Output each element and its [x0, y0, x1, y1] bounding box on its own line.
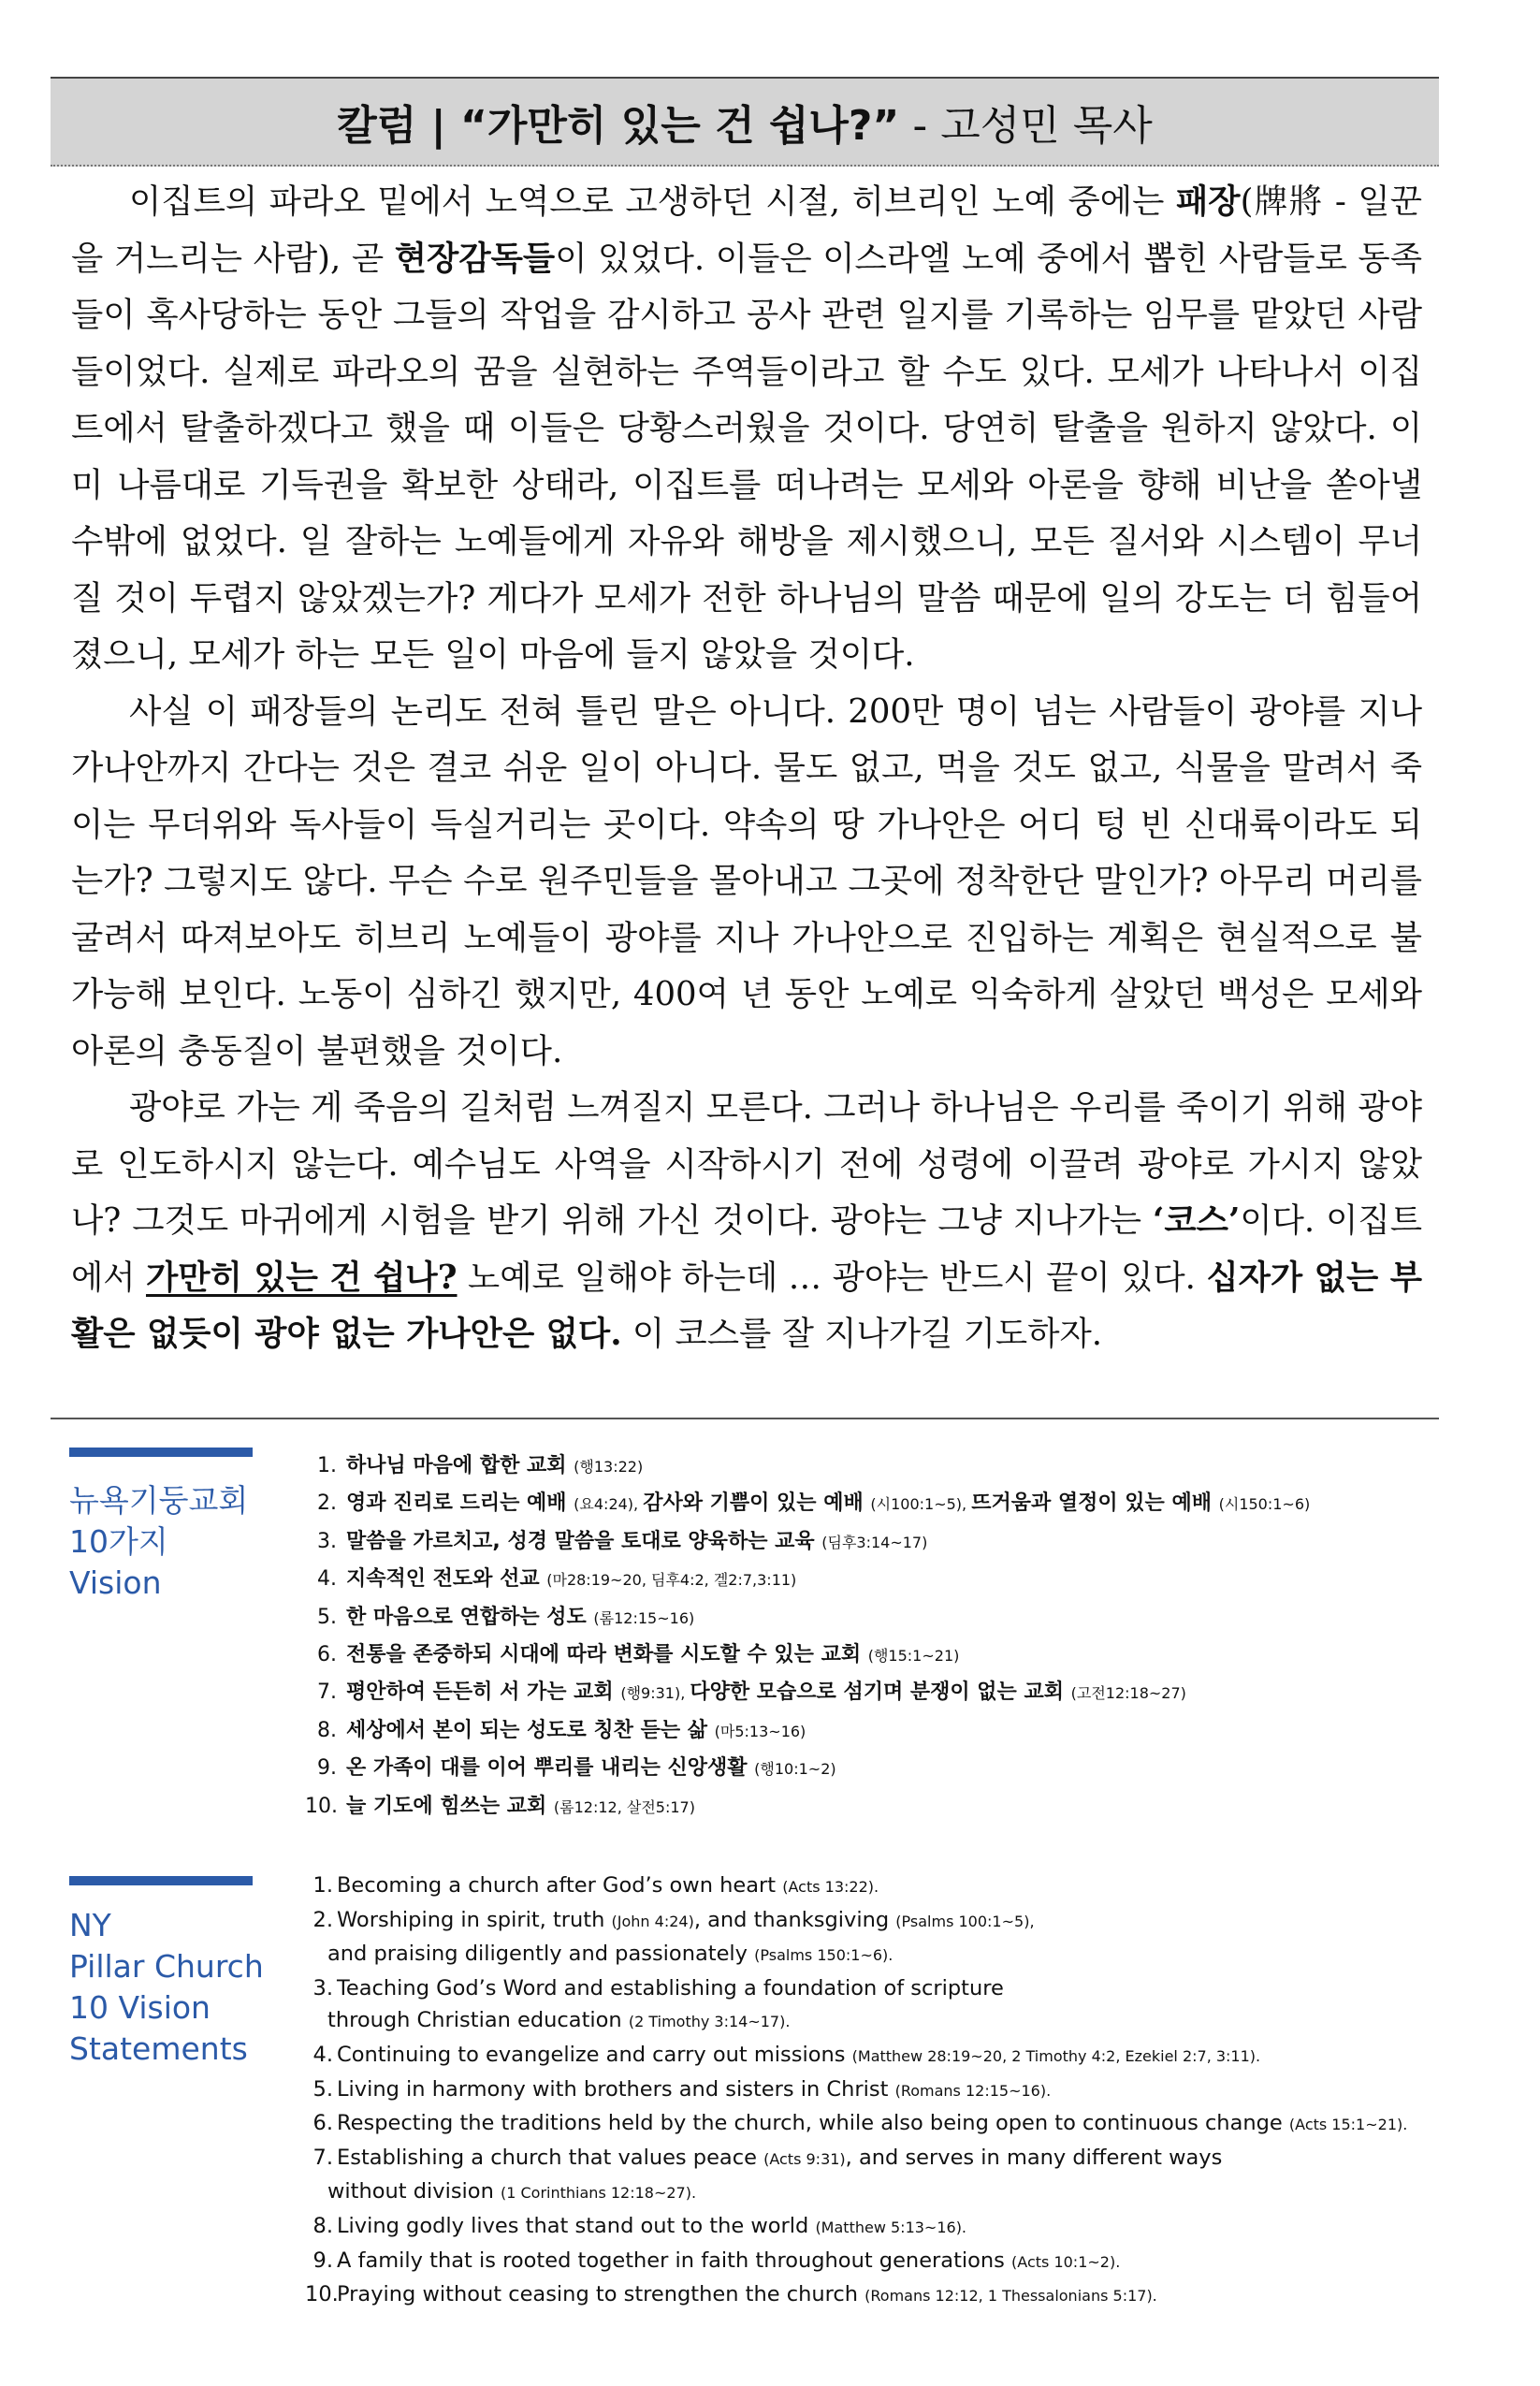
text: 이다. 이집트에서: [71, 1201, 1422, 1297]
vision-item: [305, 1599, 1310, 1637]
scripture-reference: (Matthew 5:13~16).: [815, 2218, 967, 2236]
item-continuation: [305, 1938, 1407, 1972]
item-number: 3.: [312, 1975, 333, 2000]
item-text: 전통을 존중하되 시대에 따라 변화를 시도할 수 있는 교회: [346, 1643, 868, 1667]
item-text: Establishing a church that values peace: [337, 2145, 764, 2170]
item-text: , and serves in many different ways: [845, 2145, 1223, 2170]
item-text: 늘 기도에 힘쓰는 교회: [346, 1794, 554, 1818]
vision-item: [305, 1750, 1310, 1787]
scripture-reference: (롬12:15~16): [593, 1608, 695, 1627]
scripture-reference: (고전12:18~27): [1070, 1684, 1186, 1703]
item-number: 1.: [317, 1454, 337, 1477]
item-number: 1.: [312, 1873, 333, 1898]
vision-ko-accent-bar: [69, 1448, 253, 1457]
bold-term: 패장: [1175, 182, 1241, 221]
vision-item: [305, 1561, 1310, 1598]
scripture-reference: (행9:31),: [620, 1684, 690, 1703]
item-text: Living in harmony with brothers and sisters in Christ: [337, 2076, 895, 2102]
item-continuation: [305, 2175, 1407, 2210]
item-number: 3.: [317, 1529, 337, 1553]
item-text: Becoming a church after God’s own heart: [337, 1873, 783, 1898]
item-text: Worshiping in spirit, truth: [337, 1907, 612, 1932]
vision-item: [305, 2142, 1407, 2210]
column-title: [337, 92, 1152, 152]
paragraph-1: [71, 174, 1422, 684]
vision-item: [305, 1904, 1407, 1972]
scripture-reference: (Psalms 150:1~6).: [754, 1946, 893, 1965]
item-text: Continuing to evangelize and carry out missions: [337, 2042, 852, 2067]
vision-item: [305, 1485, 1310, 1522]
text: 이 있었다. 이들은 이스라엘 노예 중에서 뽑힌 사람들로 동족들이 혹사당하는 동안 그들의 작업을 감시하고 공사 관련 일지를 기록하는 임무를 맡았던 사람들이었다. 실제로 파라오의 꿈을 실현하는 주역들이라고 할 수도 있다. 모세가 나타나서 이집트에서 탈출하겠다고 했을 때 이들은 당황스러웠을 것이다. 당연히 탈출을 원하지 않았다. 이미 나름대로 기득권을 확보한 상태라, 이집트를 떠나려는 모세와 아론을 향해 비난을 쏟아낼 수밖에 없었다. 일 잘하는 노예들에게 자유와 해방을 제시했으니, 모든 질서와 시스템이 무너질 것이 두렵지 않았겠는가? 게다가 모세가 전한 하나님의 말씀 때문에 일의 강도는 더 힘들어졌으니, 모세가 하는 모든 일이 마음에 들지 않았을 것이다.: [71, 239, 1423, 674]
item-number: 2.: [312, 1907, 333, 1932]
paragraph-3: [71, 1080, 1422, 1363]
item-text: 평안하여 든든히 서 가는 교회: [346, 1680, 621, 1705]
item-text: 다양한 모습으로 섬기며 분쟁이 없는 교회: [690, 1680, 1071, 1705]
vision-item: [305, 1712, 1310, 1750]
item-text: 감사와 기쁨이 있는 예배: [643, 1491, 871, 1516]
item-text: 세상에서 본이 되는 성도로 칭찬 듣는 삶: [346, 1718, 715, 1742]
column-title-main: “가만히 있는 건 쉽나?”: [460, 102, 900, 150]
bold-term: ‘코스’: [1153, 1201, 1241, 1240]
vision-item: [305, 2107, 1407, 2142]
scripture-reference: (롬12:12, 살전5:17): [553, 1797, 695, 1816]
vision-item: [305, 1523, 1310, 1561]
text: 이 코스를 잘 지나가길 기도하자.: [621, 1315, 1103, 1353]
item-text: Praying without ceasing to strengthen the church: [337, 2282, 865, 2307]
vision-item: [305, 1637, 1310, 1674]
bold-conclusion: 십자가 없는 부활은 없듯이 광야 없는 가나안은 없다.: [71, 1258, 1423, 1353]
item-text: Respecting the traditions held by the church, while also being open to continuous change: [337, 2111, 1289, 2136]
vision-item: [305, 1674, 1310, 1711]
item-number: 6.: [312, 2111, 333, 2136]
vision-item: [305, 1870, 1407, 1904]
scripture-reference: (Romans 12:12, 1 Thessalonians 5:17).: [864, 2287, 1157, 2306]
item-text: 한 마음으로 연합하는 성도: [346, 1605, 594, 1629]
item-text: Living godly lives that stand out to the world: [337, 2213, 816, 2238]
item-text: Teaching God’s Word and establishing a foundation of scripture: [337, 1975, 1004, 2000]
vision-ko-title: [69, 1480, 248, 1604]
paragraph-2: 사실 이 패장들의 논리도 전혀 틀린 말은 아니다. 200만 명이 넘는 사람들이 광야를 지나 가나안까지 간다는 것은 결코 쉬운 일이 아니다. 물도 없고, 먹을 것도 없고, 식물을 말려서 죽이는 무더위와 독사들이 득실거리는 곳이다. 약속의 땅 가나안은 어디 텅 빈 신대륙이라도 되는가? 그렇지도 않다. 무슨 수로 원주민들을 몰아내고 그곳에 정착한단 말인가? 아무리 머리를 굴려서 따져보아도 히브리 노예들이 광야를 지나 가나안으로 진입하는 계획은 현실적으로 불가능해 보인다. 노동이 심하긴 했지만, 400여 년 동안 노예로 익숙하게 살았던 백성은 모세와 아론의 충동질이 불편했을 것이다.: [71, 691, 1422, 1070]
item-text: without division: [327, 2179, 501, 2204]
scripture-reference: (행10:1~2): [754, 1760, 836, 1779]
text: 노예로 일해야 하는데 … 광야는 반드시 끝이 있다.: [457, 1258, 1207, 1297]
item-number: 9.: [312, 2248, 333, 2273]
item-number: 8.: [317, 1718, 337, 1742]
scripture-reference: (시100:1~5),: [870, 1495, 972, 1514]
scripture-reference: (마5:13~16): [714, 1722, 806, 1740]
vision-item: [305, 2245, 1407, 2279]
bold-term: 현장감독들: [394, 239, 556, 278]
section-divider: [51, 1418, 1439, 1419]
scripture-reference: (2 Timothy 3:14~17).: [628, 2013, 791, 2031]
scripture-reference: (행15:1~21): [867, 1647, 960, 1666]
item-number: 6.: [317, 1643, 337, 1667]
item-number: 7.: [317, 1680, 337, 1705]
item-continuation: [305, 2004, 1407, 2039]
item-number: 10.: [305, 1794, 338, 1818]
scripture-reference: (Acts 15:1~21).: [1288, 2116, 1408, 2134]
item-number: 9.: [317, 1756, 337, 1781]
item-text: 말씀을 가르치고, 성경 말씀을 토대로 양육하는 교육: [346, 1529, 822, 1553]
scripture-reference: (마28:19~20, 딤후4:2, 겔2:7,3:11): [546, 1571, 797, 1590]
scripture-reference: (Matthew 28:19~20, 2 Timothy 4:2, Ezekiel 2:7, 3:11).: [851, 2046, 1261, 2065]
item-number: 5.: [317, 1605, 337, 1629]
underlined-title: 가만히 있는 건 쉽나?: [145, 1258, 458, 1297]
vision-en-title: [69, 1905, 264, 2070]
text: 광야로 가는 게 죽음의 길처럼 느껴질지 모른다. 그러나 하나님은 우리를 죽이기 위해 광야로 인도하시지 않는다. 예수님도 사역을 시작하시기 전에 성령에 이끌려 광야로 가시지 않았나? 그것도 마귀에게 시험을 받기 위해 가신 것이다. 광야는 그냥 지나가는: [71, 1088, 1422, 1240]
column-title-prefix: 칼럼 |: [337, 102, 460, 150]
item-text: 온 가족이 대를 이어 뿌리를 내리는 신앙생활: [346, 1756, 755, 1781]
vision-item: [305, 2210, 1407, 2245]
vision-item: [305, 1448, 1310, 1485]
scripture-reference: (1 Corinthians 12:18~27).: [501, 2184, 697, 2203]
text: 이집트의 파라오 밑에서 노역으로 고생하던 시절, 히브리인 노예 중에는: [129, 182, 1176, 221]
item-number: 4.: [317, 1567, 337, 1592]
column-article: [71, 174, 1422, 1363]
item-text: , and thanksgiving: [693, 1907, 896, 1932]
item-text: 지속적인 전도와 선교: [346, 1567, 547, 1592]
item-number: 7.: [312, 2145, 333, 2170]
scripture-reference: (Acts 9:31): [763, 2149, 846, 2168]
scripture-reference: (딤후3:14~17): [821, 1533, 928, 1551]
vision-item: [305, 2039, 1407, 2073]
item-text: 영과 진리로 드리는 예배: [346, 1491, 574, 1516]
vision-en-list: [305, 1870, 1407, 2313]
item-number: 10.: [305, 2282, 339, 2307]
vision-ko-list: [305, 1448, 1310, 1826]
scripture-reference: (Acts 10:1~2).: [1011, 2252, 1121, 2271]
vision-item: [305, 2073, 1407, 2108]
scripture-reference: (시150:1~6): [1218, 1495, 1311, 1514]
vision-en-title-line: Pillar Church: [69, 1948, 264, 1985]
scripture-reference: (Psalms 100:1~5),: [895, 1912, 1035, 1930]
scripture-reference: (Romans 12:15~16).: [894, 2081, 1052, 2100]
vision-en-title-line: NY: [69, 1907, 111, 1943]
vision-ko-title-line: Vision: [69, 1564, 162, 1601]
scripture-reference: (Acts 13:22).: [782, 1878, 879, 1896]
item-number: 5.: [312, 2076, 333, 2102]
item-number: 4.: [312, 2042, 333, 2067]
vision-item: [305, 1788, 1310, 1826]
vision-en-title-line: 10 Vision: [69, 1989, 211, 2026]
column-author: - 고성민 목사: [899, 102, 1153, 150]
item-text: 하나님 마음에 합한 교회: [346, 1454, 574, 1477]
column-header: [51, 77, 1439, 167]
scripture-reference: (행13:22): [574, 1458, 644, 1476]
scripture-reference: (John 4:24): [611, 1912, 694, 1930]
vision-item: [305, 1972, 1407, 2039]
vision-ko-title-line: 10가지: [69, 1523, 168, 1560]
text: (牌將 - 일꾼을 거느리는 사람), 곧: [71, 182, 1423, 278]
vision-item: [305, 2278, 1407, 2313]
item-text: 뜨거움과 열정이 있는 예배: [971, 1491, 1219, 1516]
scripture-reference: (요4:24),: [574, 1495, 644, 1514]
vision-en-accent-bar: [69, 1876, 253, 1885]
item-number: 2.: [317, 1491, 337, 1516]
item-number: 8.: [312, 2213, 333, 2238]
vision-ko-title-line: 뉴욕기둥교회: [69, 1482, 249, 1519]
item-text: through Christian education: [327, 2008, 629, 2033]
vision-en-title-line: Statements: [69, 2030, 248, 2067]
item-text: and praising diligently and passionately: [327, 1942, 755, 1967]
item-text: A family that is rooted together in faith throughout generations: [337, 2248, 1012, 2273]
